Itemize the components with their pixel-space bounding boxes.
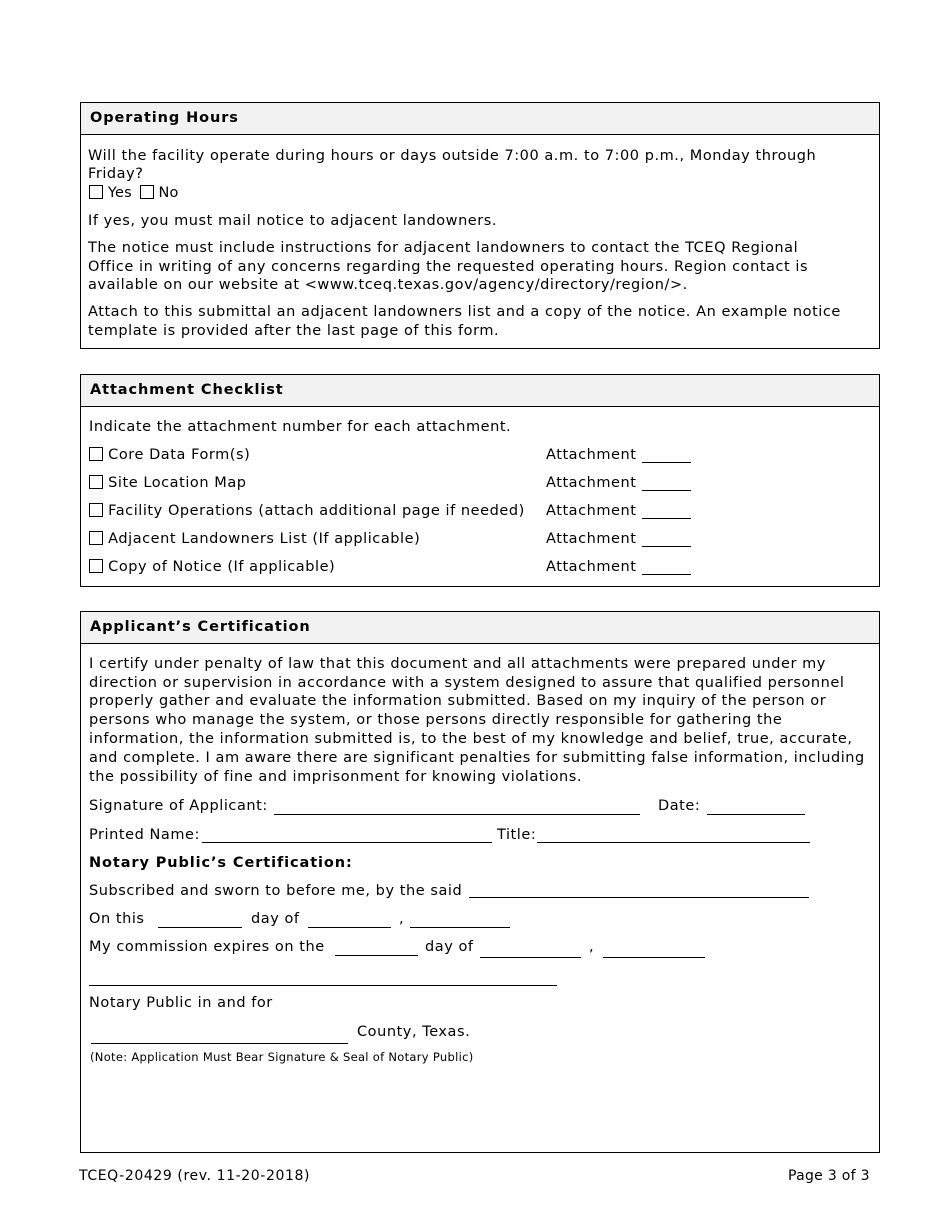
certification-line: and complete. I am aware there are significant penalties for submitting false information, including [89,750,865,766]
commission-label: My commission expires on the [89,939,325,955]
instructions-line1: The notice must include instructions for adjacent landowners to contact the TCEQ Regional [88,240,799,256]
checklist-intro: Indicate the attachment number for each attachment. [89,419,512,435]
checkbox[interactable] [89,559,103,573]
title-label: Title: [497,827,537,843]
checkbox[interactable] [89,475,103,489]
checklist-item-label: Site Location Map [108,475,247,491]
section-title: Operating Hours [81,103,879,135]
certification-line: information, the information submitted is, to the best of my knowledge and belief, true, accurate, [89,731,853,747]
operating-question-line2: Friday? [88,166,144,182]
no-label: No [158,185,179,201]
day-of-label: day of [425,939,474,955]
printed-name-field[interactable] [202,842,492,843]
attachment-label: Attachment [546,559,637,575]
commission-year-field[interactable] [603,957,705,958]
attachment-number-field[interactable] [642,490,691,491]
notary-in-for-label: Notary Public in and for [89,995,273,1011]
attachment-number-field[interactable] [642,462,691,463]
section-title: Attachment Checklist [81,375,879,407]
checkbox[interactable] [89,531,103,545]
on-this-label: On this [89,911,145,927]
attach-line2: template is provided after the last page of this form. [88,323,500,339]
notary-note: (Note: Application Must Bear Signature & Seal of Notary Public) [90,1050,474,1064]
certification-line: persons who manage the system, or those persons directly responsible for gathering the [89,712,783,728]
comma: , [589,939,595,955]
comma: , [399,911,405,927]
yes-label: Yes [107,185,132,201]
signature-field[interactable] [274,814,640,815]
yes-checkbox[interactable] [89,185,103,199]
certification-line: direction or supervision in accordance with a system designed to assure that qualified personnel [89,675,845,691]
day-of-label: day of [251,911,300,927]
checklist-item-label: Facility Operations (attach additional page if needed) [108,503,525,519]
form-id: TCEQ-20429 (rev. 11-20-2018) [79,1168,311,1184]
attachment-number-field[interactable] [642,574,691,575]
attachment-label: Attachment [546,447,637,463]
section-title: Applicant’s Certification [81,612,879,644]
sworn-by-field[interactable] [469,897,809,898]
operating-question-line1: Will the facility operate during hours or days outside 7:00 a.m. to 7:00 p.m., Monday through [88,148,817,164]
attachment-label: Attachment [546,475,637,491]
commission-month-field[interactable] [480,957,581,958]
certification-line: I certify under penalty of law that this document and all attachments were prepared under my [89,656,826,672]
certification-line: the possibility of fine and imprisonment for knowing violations. [89,769,583,785]
checklist-item-label: Copy of Notice (If applicable) [108,559,336,575]
no-checkbox[interactable] [140,185,154,199]
county-field[interactable] [91,1043,348,1044]
attachment-number-field[interactable] [642,518,691,519]
attachment-label: Attachment [546,503,637,519]
year-field[interactable] [410,927,510,928]
certification-line: properly gather and evaluate the information submitted. Based on my inquiry of the person or [89,693,827,709]
yes-no-options [89,184,179,203]
instructions-line3: available on our website at <www.tceq.texas.gov/agency/directory/region/>. [88,277,688,293]
notice-line: If yes, you must mail notice to adjacent landowners. [88,213,498,229]
date-label: Date: [658,798,701,814]
attach-line1: Attach to this submittal an adjacent landowners list and a copy of the notice. An example notice [88,304,841,320]
day-field[interactable] [158,927,242,928]
attachment-number-field[interactable] [642,546,691,547]
title-field[interactable] [537,842,810,843]
printed-name-label: Printed Name: [89,827,200,843]
attachment-label: Attachment [546,531,637,547]
notary-signature-field[interactable] [89,985,557,986]
commission-day-field[interactable] [335,955,418,956]
month-field[interactable] [308,927,391,928]
county-label: County, Texas. [357,1024,471,1040]
checklist-item-label: Adjacent Landowners List (If applicable) [108,531,421,547]
checklist-item-label: Core Data Form(s) [108,447,251,463]
checkbox[interactable] [89,447,103,461]
checkbox[interactable] [89,503,103,517]
signature-label: Signature of Applicant: [89,798,268,814]
date-field[interactable] [707,814,805,815]
notary-heading: Notary Public’s Certification: [89,855,353,871]
page-number: Page 3 of 3 [788,1168,870,1184]
sworn-label: Subscribed and sworn to before me, by the said [89,883,463,899]
instructions-line2: Office in writing of any concerns regarding the requested operating hours. Region contact is [88,259,809,275]
